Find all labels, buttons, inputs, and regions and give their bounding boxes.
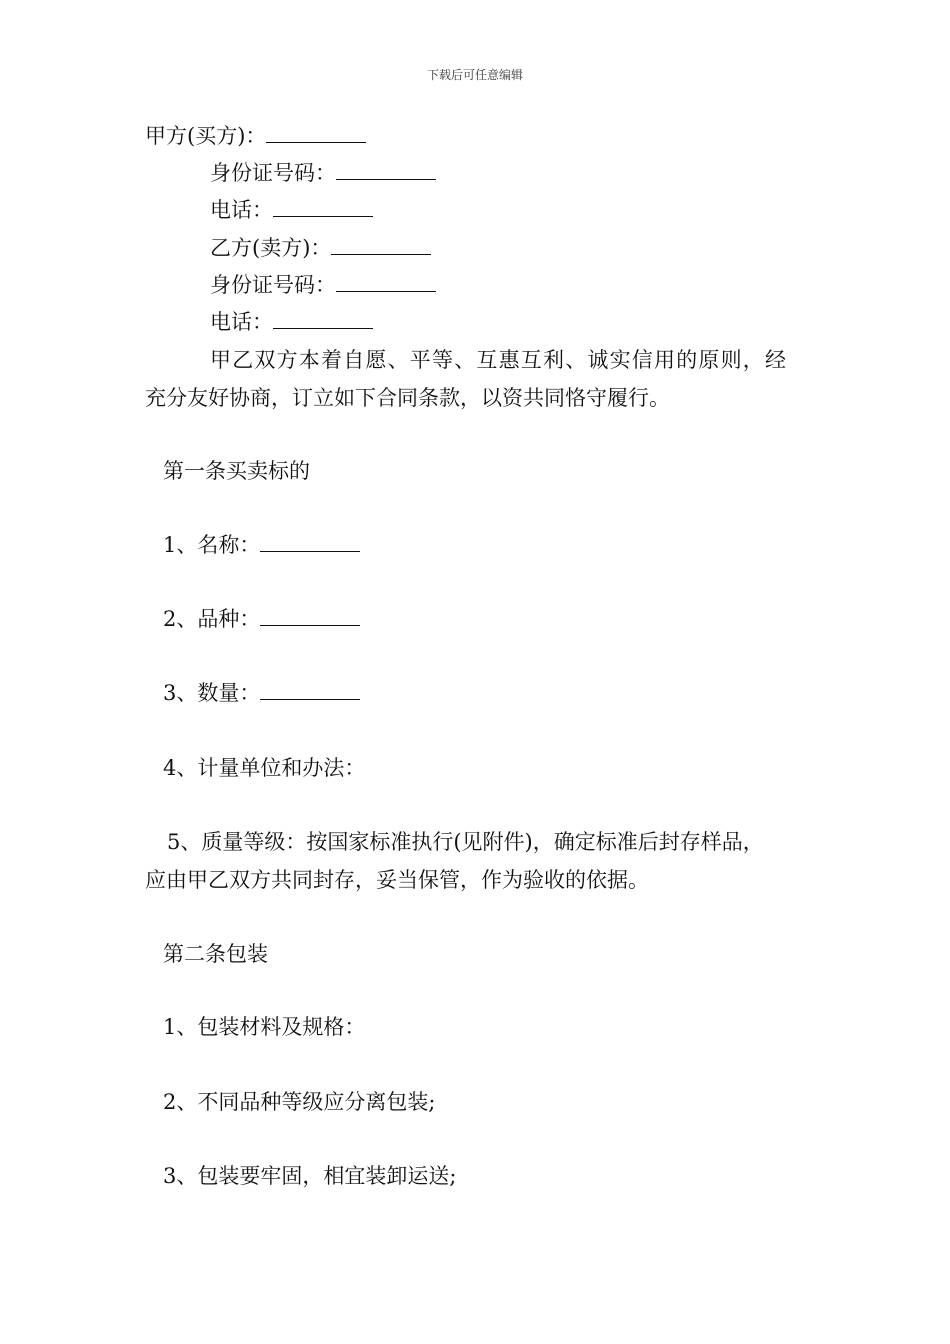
- phone-a-blank: [273, 196, 373, 217]
- item-variety-blank: [260, 605, 360, 626]
- intro-line-1: 甲乙双方本着自愿、平等、互惠互利、诚实信用的原则，经: [210, 348, 788, 372]
- article-1-item-5-line-2: 应由甲乙双方共同封存，妥当保管，作为验收的依据。: [145, 868, 649, 892]
- id-a-blank: [336, 159, 436, 180]
- phone-b-line: [210, 308, 373, 336]
- phone-b-label: 电话：: [210, 310, 273, 334]
- article-1-title: 第一条买卖标的: [163, 459, 310, 483]
- article-1-item-5-line-1: 5、质量等级：按国家标准执行(见附件)，确定标准后封存样品，: [167, 830, 764, 854]
- item-quantity-label: 3、数量：: [163, 681, 261, 705]
- party-a-blank: [266, 122, 366, 143]
- party-b-label: 乙方(卖方)：: [210, 236, 332, 260]
- id-a-label: 身份证号码：: [210, 161, 336, 185]
- party-b-line: [210, 234, 431, 262]
- party-b-blank: [331, 234, 431, 255]
- article-2-title: 第二条包装: [163, 942, 268, 966]
- party-a-line: [145, 122, 366, 150]
- item-variety-label: 2、品种：: [163, 607, 261, 631]
- article-1-item-2: [163, 605, 360, 633]
- page-header: 下载后可任意编辑: [426, 68, 523, 82]
- article-1-item-3: [163, 679, 360, 707]
- article-2-item-2: 2、不同品种等级应分离包装;: [163, 1090, 436, 1114]
- id-b-label: 身份证号码：: [210, 273, 336, 297]
- phone-a-label: 电话：: [210, 198, 273, 222]
- id-b-line: [210, 271, 436, 299]
- party-a-label: 甲方(买方)：: [145, 124, 267, 148]
- article-1-item-1: [163, 531, 360, 559]
- id-b-blank: [336, 271, 436, 292]
- item-name-label: 1、名称：: [163, 533, 261, 557]
- article-2-item-1: 1、包装材料及规格：: [163, 1015, 366, 1039]
- article-1-item-4: 4、计量单位和办法：: [163, 756, 366, 780]
- id-a-line: [210, 159, 436, 187]
- intro-line-2: 充分友好协商，订立如下合同条款，以资共同恪守履行。: [145, 386, 670, 410]
- item-quantity-blank: [260, 679, 360, 700]
- phone-a-line: [210, 196, 373, 224]
- phone-b-blank: [273, 308, 373, 329]
- article-2-item-3: 3、包装要牢固，相宜装卸运送;: [163, 1164, 457, 1188]
- item-name-blank: [260, 531, 360, 552]
